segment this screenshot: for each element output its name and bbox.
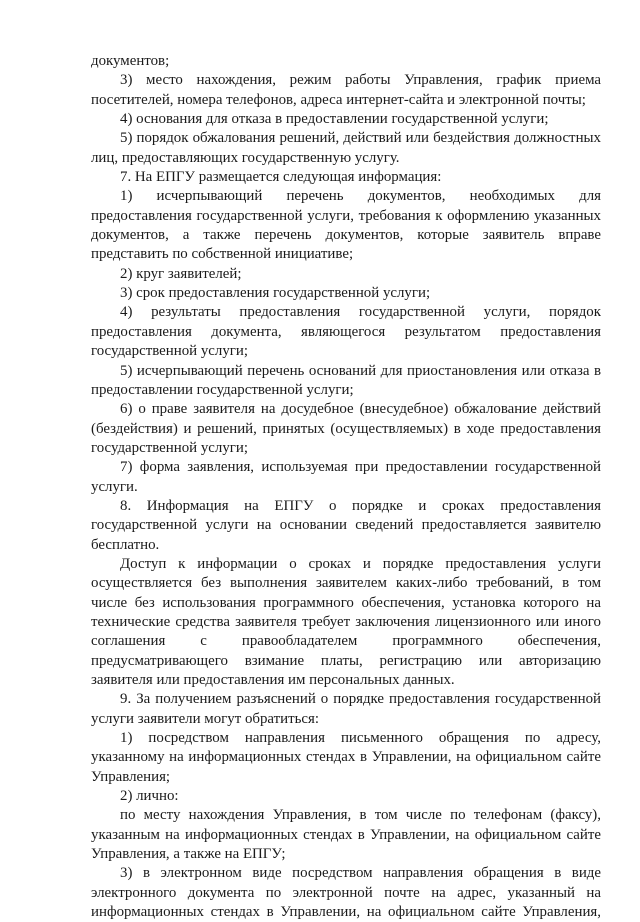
paragraph-item-6-pretrial-appeal: 6) о праве заявителя на досудебное (внесудебное) обжалование действий (бездействия) и решений, принятых (осуществляемых) в ходе предоставления государственной услуги;: [91, 401, 601, 456]
paragraph-item-5-appeal-procedure: 5) порядок обжалования решений, действий или бездействия должностных лиц, предоставляющих государственную услугу.: [91, 130, 601, 166]
paragraph-item-5-suspension-grounds: 5) исчерпывающий перечень оснований для приостановления или отказа в предоставлении государственной услуги;: [91, 362, 601, 398]
paragraph-section-7-heading: 7. На ЕПГУ размещается следующая информация:: [120, 169, 442, 186]
paragraph-contact-item-1-written: 1) посредством направления письменного обращения по адресу, указанному на информационных стендах в Управлении, на официальном сайте Управления;: [91, 730, 601, 785]
paragraph-item-3-location: 3) место нахождения, режим работы Управления, график приема посетителей, номера телефонов, адреса интернет-сайта и электронной почты;: [91, 72, 601, 108]
paragraph-contact-location: по месту нахождения Управления, в том числе по телефонам (факсу), указанным на информационных стендах в Управлении, на официальном сайте Управления, а также на ЕПГУ;: [91, 807, 601, 863]
paragraph-item-3-term: 3) срок предоставления государственной услуги;: [120, 285, 431, 302]
paragraph-contact-item-2-in-person: 2) лично:: [120, 788, 179, 805]
paragraph-section-9-heading: 9. За получением разъяснений о порядке предоставления государственной услуги заявители могут обратиться:: [91, 691, 601, 727]
paragraph-contact-item-3-electronic: 3) в электронном виде посредством направления обращения в виде электронного документа по электронной почте на адрес, указанный на информационных стендах в Управлении, на официальном сайте Управления,: [91, 865, 601, 921]
paragraph-continuation: документов;: [91, 53, 170, 69]
paragraph-item-2-applicants: 2) круг заявителей;: [120, 265, 242, 282]
paragraph-item-4-results: 4) результаты предоставления государственной услуги, порядок предоставления документа, являющегося результатом предоставления государственной услуги;: [91, 304, 601, 360]
paragraph-section-8: 8. Информация на ЕПГУ о порядке и сроках предоставления государственной услуги на основании сведений предоставляется заявителю бесплатно.: [91, 497, 601, 553]
paragraph-item-4-refusal-grounds: 4) основания для отказа в предоставлении государственной услуги;: [120, 111, 549, 128]
paragraph-item-7-application-form: 7) форма заявления, используемая при предоставлении государственной услуги.: [91, 459, 601, 495]
document-body: [91, 52, 601, 922]
paragraph-access-info: Доступ к информации о сроках и порядке предоставления услуги осуществляется без выполнения заявителем каких-либо требований, в том числе без использования программного обеспечения, установка которого на технические средства заявителя требует заключения лицензионного или иного соглашения с правообладателем программного обеспечения, предусматривающего взимание платы, регистрацию или авторизацию заявителя или предоставления им персональных данных.: [91, 555, 601, 688]
paragraph-item-1-documents-list: 1) исчерпывающий перечень документов, необходимых для предоставления государственной услуги, требования к оформлению указанных документов, а также перечень документов, которые заявитель вправе представить по собственной инициативе;: [91, 188, 601, 263]
